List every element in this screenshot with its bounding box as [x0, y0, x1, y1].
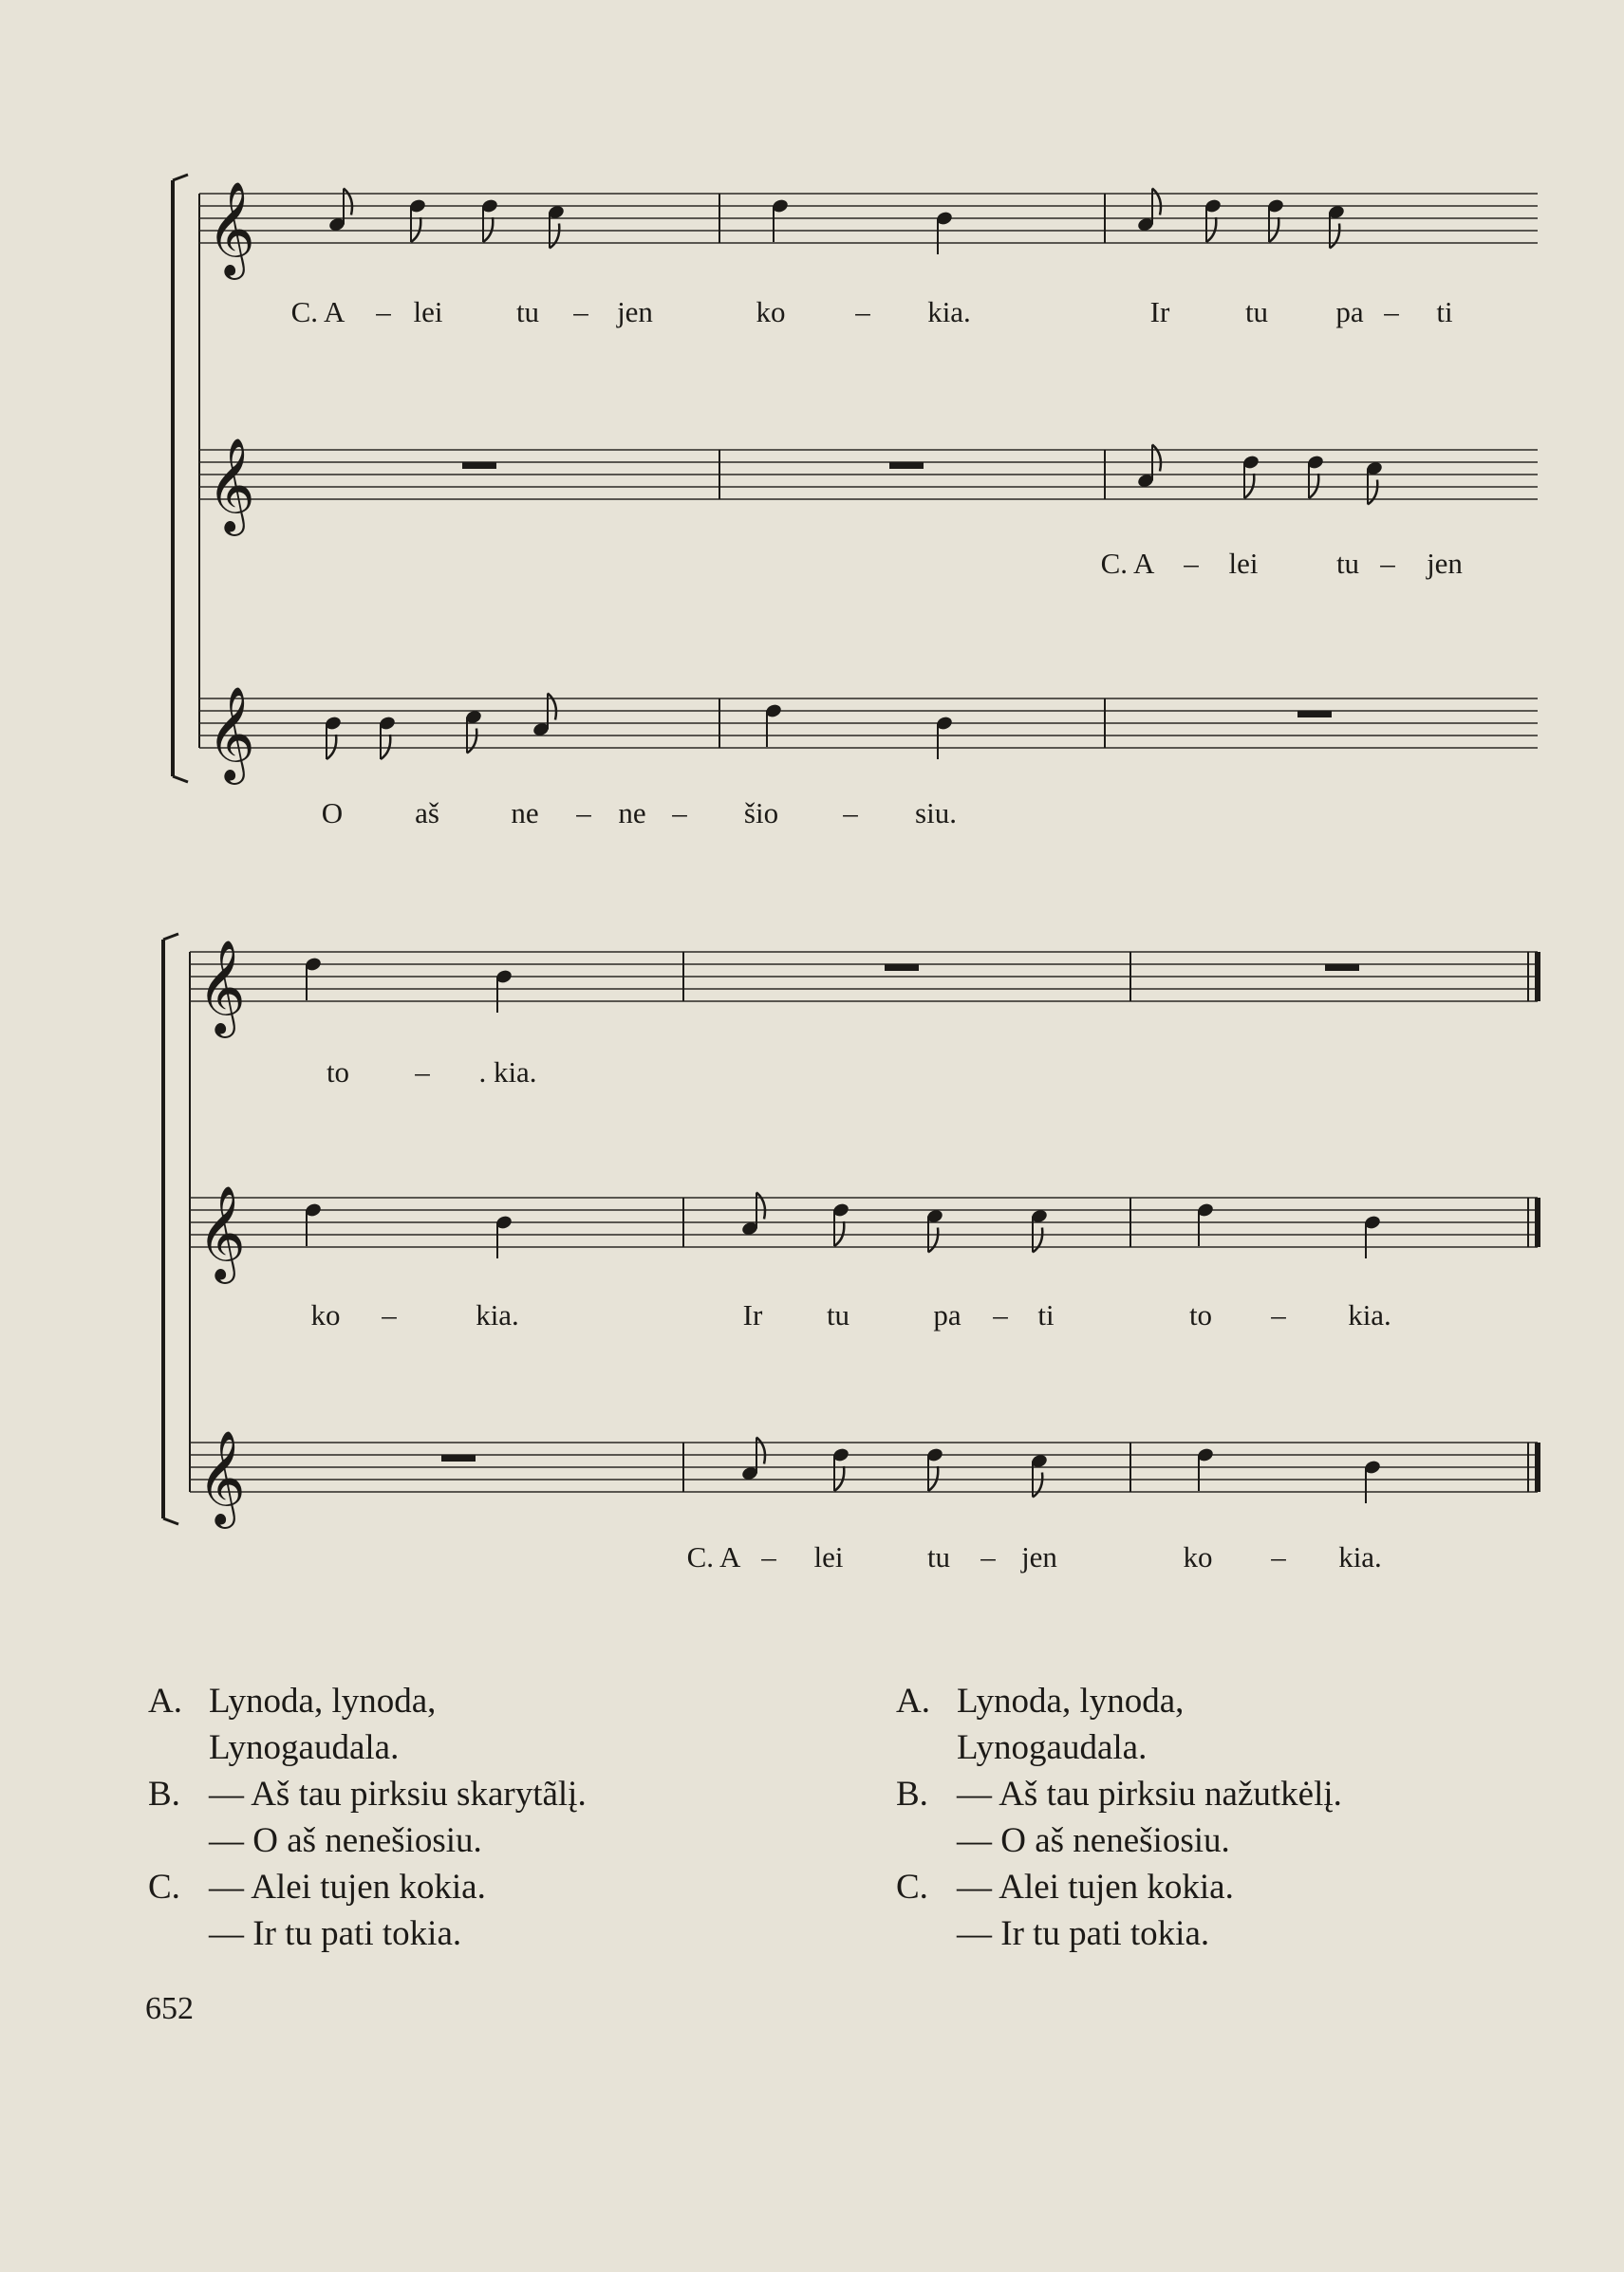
lyric-syllable: –: [576, 796, 591, 829]
lyric-syllable: ko: [1183, 1540, 1213, 1574]
lyric-syllable: Ir: [742, 1298, 763, 1332]
lyric-syllable: –: [1271, 1298, 1286, 1332]
lyric-syllable: C. A: [290, 295, 345, 328]
whole-rest: [441, 1455, 476, 1462]
whole-rest: [1297, 711, 1332, 717]
lyric-syllable: O: [321, 796, 344, 829]
lyric-syllable: lei: [813, 1540, 844, 1574]
lyric-syllable: šio: [743, 796, 779, 829]
note-flag: [928, 1228, 938, 1253]
bracket-hook: [173, 175, 188, 180]
verse-text: Lynogaudala.: [957, 1728, 1148, 1767]
lyric-syllable: –: [382, 1298, 397, 1332]
lyric-syllable: tu: [926, 1540, 951, 1574]
note-flag: [1330, 224, 1339, 249]
note-flag: [327, 735, 336, 759]
lyric-syllable: ko: [756, 295, 786, 328]
treble-clef-icon: 𝄞: [197, 1430, 246, 1525]
verse-text: Lynoda, lynoda,: [957, 1682, 1185, 1721]
lyric-syllable: tu: [515, 295, 540, 328]
verse-text: — Aš tau pirksiu skarytãlį.: [209, 1775, 587, 1814]
lyric-syllable: –: [376, 295, 391, 328]
lyric-syllable: –: [1271, 1540, 1286, 1574]
lyric-syllable: kia.: [1338, 1540, 1382, 1574]
verse-text: — O aš nenešiosiu.: [209, 1821, 482, 1860]
verse-text: — Alei tujen kokia.: [957, 1868, 1234, 1907]
note-flag: [1244, 474, 1254, 498]
verse-text: Lynogaudala.: [209, 1728, 400, 1767]
lyric-syllable: ti: [1436, 295, 1453, 328]
lyric-syllable: to: [326, 1055, 350, 1089]
bracket-hook: [173, 776, 188, 782]
whole-rest: [1325, 964, 1359, 971]
note-flag: [548, 694, 556, 720]
verse-text: — Ir tu pati tokia.: [209, 1914, 462, 1953]
treble-clef-icon: 𝄞: [207, 181, 255, 276]
treble-clef-icon: 𝄞: [207, 686, 255, 781]
lyric-syllable: –: [672, 796, 687, 829]
lyric-syllable: to: [1188, 1298, 1213, 1332]
lyric-syllable: kia.: [1348, 1298, 1391, 1332]
note-flag: [381, 735, 390, 759]
lyric-syllable: –: [1384, 295, 1399, 328]
lyric-syllable: –: [843, 796, 858, 829]
lyric-syllable: jen: [617, 295, 653, 328]
note-flag: [1206, 217, 1216, 242]
lyric-syllable: . kia.: [478, 1055, 537, 1089]
verse-marker: C.: [896, 1868, 928, 1907]
lyric-syllable: kia.: [927, 295, 971, 328]
lyric-syllable: ne: [511, 796, 539, 829]
lyric-syllable: –: [1184, 547, 1199, 580]
note-flag: [1309, 474, 1318, 498]
lyric-syllable: kia.: [476, 1298, 519, 1332]
note-flag: [550, 224, 559, 249]
bracket-hook: [163, 1518, 178, 1524]
lyric-syllable: ne: [618, 796, 646, 829]
bracket-hook: [163, 934, 178, 940]
lyric-syllable: lei: [1228, 547, 1259, 580]
lyric-syllable: C. A: [686, 1540, 741, 1574]
lyric-syllable: –: [573, 295, 588, 328]
verse-text: — Ir tu pati tokia.: [957, 1914, 1210, 1953]
treble-clef-icon: 𝄞: [197, 1185, 246, 1280]
verse-text: Lynoda, lynoda,: [209, 1682, 437, 1721]
whole-rest: [462, 462, 496, 469]
lyric-syllable: lei: [413, 295, 443, 328]
verse-marker: A.: [148, 1682, 182, 1721]
lyric-syllable: tu: [826, 1298, 850, 1332]
lyric-syllable: –: [855, 295, 870, 328]
lyric-syllable: –: [980, 1540, 996, 1574]
note-flag: [467, 729, 476, 754]
note-flag: [344, 189, 352, 215]
treble-clef-icon: 𝄞: [207, 438, 255, 532]
verse-text: — O aš nenešiosiu.: [957, 1821, 1230, 1860]
note-flag: [411, 217, 420, 242]
note-flag: [1152, 445, 1161, 472]
note-flag: [1368, 480, 1377, 505]
lyric-syllable: –: [993, 1298, 1008, 1332]
lyric-syllable: –: [415, 1055, 430, 1089]
verse-text: — Alei tujen kokia.: [209, 1868, 486, 1907]
note-flag: [756, 1193, 765, 1220]
lyric-syllable: tu: [1335, 547, 1360, 580]
whole-rest: [885, 964, 919, 971]
note-flag: [483, 217, 493, 242]
lyric-syllable: siu.: [915, 796, 957, 829]
lyric-syllable: pa: [933, 1298, 961, 1332]
note-flag: [1269, 217, 1279, 242]
verse-marker: C.: [148, 1868, 180, 1907]
whole-rest: [889, 462, 924, 469]
lyric-syllable: pa: [1335, 295, 1364, 328]
note-flag: [1152, 189, 1161, 215]
note-flag: [756, 1438, 765, 1464]
note-flag: [928, 1466, 938, 1491]
treble-clef-icon: 𝄞: [197, 940, 246, 1034]
verse-marker: A.: [896, 1682, 930, 1721]
lyric-syllable: C. A: [1100, 547, 1155, 580]
lyric-syllable: tu: [1244, 295, 1269, 328]
lyric-syllable: Ir: [1149, 295, 1170, 328]
verse-marker: B.: [896, 1775, 928, 1814]
lyric-syllable: ti: [1037, 1298, 1055, 1332]
lyric-syllable: ko: [310, 1298, 341, 1332]
lyric-syllable: –: [761, 1540, 776, 1574]
lyric-syllable: aš: [415, 796, 439, 829]
note-flag: [834, 1221, 844, 1246]
lyric-syllable: jen: [1021, 1540, 1057, 1574]
note-flag: [1033, 1473, 1042, 1498]
verse-marker: B.: [148, 1775, 180, 1814]
note-flag: [1033, 1228, 1042, 1253]
lyric-syllable: –: [1380, 547, 1395, 580]
note-flag: [834, 1466, 844, 1491]
lyric-syllable: jen: [1427, 547, 1463, 580]
verse-text: — Aš tau pirksiu nažutkėlį.: [957, 1775, 1342, 1814]
page-number: 652: [145, 1991, 194, 2026]
